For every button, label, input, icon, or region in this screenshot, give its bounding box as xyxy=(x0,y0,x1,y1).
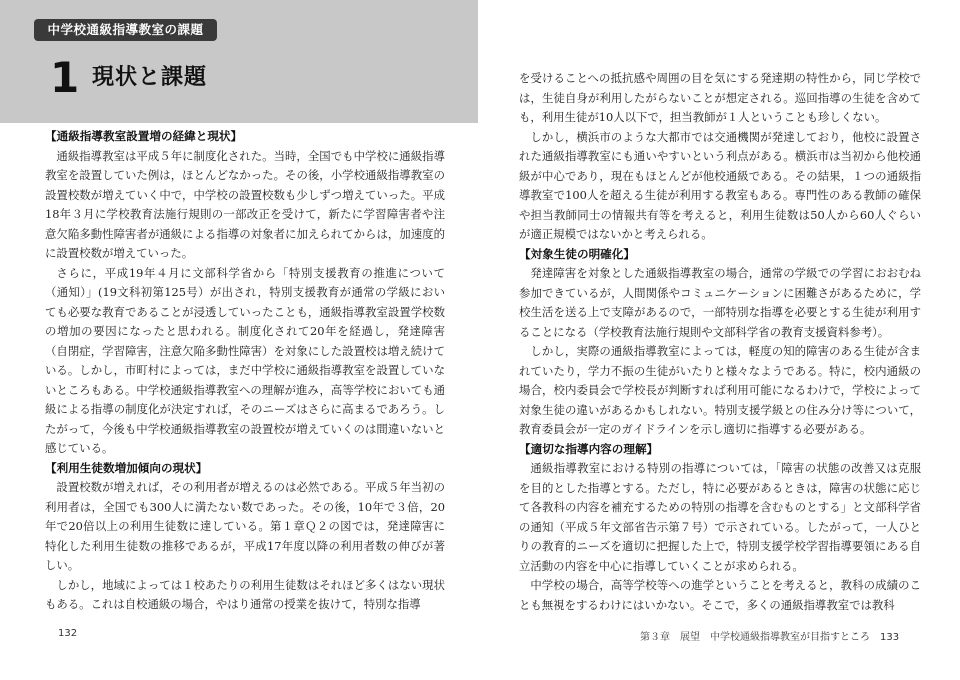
paragraph: 通級指導教室は平成５年に制度化された。当時，全国でも中学校に通級指導教室を設置していた例は，ほとんどなかった。その後，小学校通級指導教室の設置校数が増えていく中で，中学校の設置校数も少しずつ増えていった。平成18年３月に学校教育法施行規則の一部改正を受けて，新たに学習障害者や注意欠陥多動性障害者が通級による指導の対象者に加えられてからは，加速度的に設置校数が増えていった。 xyxy=(45,148,445,260)
paragraph: 設置校数が増えれば，その利用者が増えるのは必然である。平成５年当初の利用者は，全国でも300人に満たない数であった。その後，10年で３倍，20年で20倍以上の利用生徒数に達している。第１章Ｑ２の図では，発達障害に特化した利用生徒数の推移であるが，平成17年度以降の利用者数の伸びが著しい。 xyxy=(45,480,445,572)
paragraph: 通級指導教室における特別の指導については，「障害の状態の改善又は克服を目的とした指導とする。ただし，特に必要があるときは，障害の状態に応じて各教科の内容を補充するための特別の指導を含むものとする」と文部科学省の通知（平成５年文部省告示第７号）で示されている。したがって，一人ひとりの教育的ニーズを適切に把握した上で，特別支援学校学習指導要領にある自立活動の内容を中心に指導していくことが求められる。 xyxy=(519,461,921,573)
section-heading: 【利用生徒数増加傾向の現状】 xyxy=(45,460,208,475)
paragraph: 中学校の場合，高等学校等への進学ということを考えると，教科の成績のことも無視をするわけにはいかない。そこで，多くの通級指導教室では教科 xyxy=(519,578,921,612)
right-column xyxy=(519,69,921,615)
paragraph: しかし，地域によっては１校あたりの利用生徒数はそれほど多くはない現状もある。これは自校通級の場合，やはり通常の授業を抜けて，特別な指導 xyxy=(45,577,445,611)
running-footer-right: 第３章 展望 中学校通級指導教室が目指すところ 133 xyxy=(640,632,900,643)
paragraph: さらに，平成19年４月に文部科学省から「特別支援教育の推進について（通知）」(19文科初第125号）が出され，特別支援教育が通常の学級においても必要な教育であることが浸透していったことも，通級指導教室設置学校数の増加の要因になったと思われる。制度化されて20年を経過し，発達障害（自閉症，学習障害，注意欠陥多動性障害）を対象にした設置校は増え続けている。しかし，市町村によっては，まだ中学校に通級指導教室を設置していないところもある。中学校通級指導教室への理解が進み，高等学校においても通級による指導の制度化が決定すれば，そのニーズはさらに高まるであろう。したがって，今後も中学校通級指導教室の設置校が増えていくのは間違いないと感じている。 xyxy=(45,265,445,455)
paragraph: しかし，横浜市のような大都市では交通機関が発達しており，他校に設置された通級指導教室にも通いやすいという利点がある。横浜市は当初から他校通級が中心であり，現在もほとんどが他校通級である。その結果，１つの通級指導教室で100人を超える生徒が利用する教室もある。専門性のある教師の確保や担当教師同士の情報共有等を考えると，利用生徒数は50人から60人ぐらいが適正規模ではないかと考えられる。 xyxy=(519,129,921,241)
section-title: 現状と課題 xyxy=(92,65,208,90)
chapter-tag: 中学校通級指導教室の課題 xyxy=(34,19,217,41)
page-number-left: 132 xyxy=(58,628,78,639)
section-heading: 【対象生徒の明確化】 xyxy=(519,246,635,261)
section-number: 1 xyxy=(50,53,80,102)
paragraph: しかし，実際の通級指導教室によっては，軽度の知的障害のある生徒が含まれていたり，学力不振の生徒がいたりと様々なようである。特に，校内通級の場合，校内委員会で学校長が判断すれば利用可能になるわけで，学校によって対象生徒の違いがあるかもしれない。特別支援学級との住み分け等について，教育委員会が一定のガイドラインを示し適切に指導する必要がある。 xyxy=(519,344,921,436)
paragraph: を受けることへの抵抗感や周囲の目を気にする発達期の特性から，同じ学校では，生徒自身が利用したがらないことが想定される。巡回指導の生徒を含めても，利用生徒が10人以下で，担当教師が１人ということも珍しくない。 xyxy=(519,71,921,124)
section-heading: 【適切な指導内容の理解】 xyxy=(519,441,659,456)
paragraph: 発達障害を対象とした通級指導教室の場合，通常の学級での学習におおむね参加できているが，人間関係やコミュニケーションに困難さがあるために，学校生活を送る上で支障があるので，一部特別な指導を必要とする生徒が利用することになる（学校教育法施行規則や文部科学省の教育支援資料参考）。 xyxy=(519,266,921,339)
left-column xyxy=(45,127,445,615)
section-heading: 【通級指導教室設置増の経緯と現状】 xyxy=(45,129,243,143)
